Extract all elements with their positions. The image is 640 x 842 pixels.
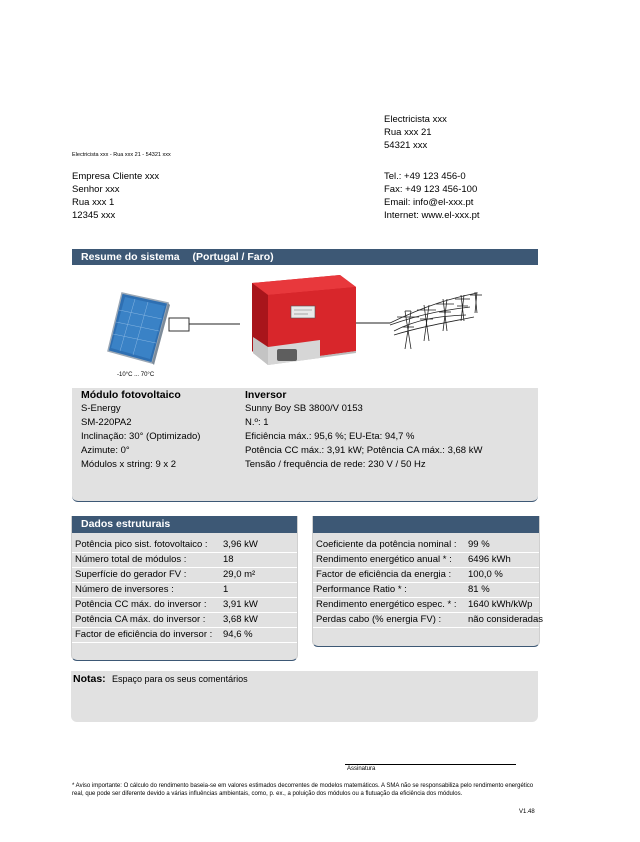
row-value: 3,96 kW [223, 539, 258, 550]
row-label: Factor de eficiência da energia : [316, 569, 452, 580]
row-value: 94,6 % [223, 629, 253, 640]
system-diagram-svg [72, 265, 538, 388]
system-summary-title: Resume do sistema [81, 251, 180, 263]
notes-label: Notas: [73, 673, 106, 685]
row-label: Potência CC máx. do inversor : [75, 599, 207, 610]
module-title: Módulo fotovoltaico [81, 389, 181, 401]
inverter-title: Inversor [245, 389, 287, 401]
signature-label: Assinatura [347, 766, 376, 772]
row-value: 1640 kWh/kWp [468, 599, 533, 610]
row-value: 18 [223, 554, 234, 565]
system-diagram [72, 265, 538, 388]
row-label: Perdas cabo (% energia FV) : [316, 614, 442, 625]
row-label: Potência pico sist. fotovoltaico : [75, 539, 208, 550]
module-line: S-Energy [81, 403, 121, 414]
recipient-city: 12345 xxx [72, 210, 116, 221]
contact-tel: Tel.: +49 123 456-0 [384, 171, 466, 182]
table-row [72, 598, 297, 613]
contact-fax: Fax: +49 123 456-100 [384, 184, 478, 195]
table-row [72, 568, 297, 583]
table-row [72, 553, 297, 568]
inverter-line: Potência CC máx.: 3,91 kW; Potência CA máx.: 3,68 kW [245, 445, 483, 456]
row-label: Rendimento energético espec. * : [316, 599, 457, 610]
structural-data-panel [71, 516, 298, 661]
row-label: Performance Ratio * : [316, 584, 407, 595]
inverter-line: Sunny Boy SB 3800/V 0153 [245, 403, 363, 414]
system-details [72, 388, 538, 502]
sender-street: Rua xxx 21 [384, 127, 432, 138]
row-label: Rendimento energético anual * : [316, 554, 452, 565]
row-value: 29,0 m² [223, 569, 256, 580]
module-line: Azimute: 0° [81, 445, 130, 456]
temperature-range: -10°C ... 70°C [117, 372, 155, 378]
table-row [313, 553, 539, 568]
return-address-line: Electricista xxx - Rua xxx 21 - 54321 xxx [72, 152, 171, 158]
power-grid-icon [390, 292, 482, 349]
performance-header [313, 516, 539, 533]
structural-data-title: Dados estruturais [81, 518, 171, 530]
module-line: Inclinação: 30° (Optimizado) [81, 431, 201, 442]
table-row [313, 613, 543, 628]
structural-data-header [72, 516, 297, 533]
inverter-icon [252, 275, 390, 365]
row-value: 3,91 kW [223, 599, 258, 610]
row-label: Coeficiente da potência nominal : [316, 539, 457, 550]
performance-panel [312, 516, 543, 647]
sender-name: Electricista xxx [384, 114, 447, 125]
row-value: 99 % [468, 539, 490, 550]
contact-internet[interactable]: Internet: www.el-xxx.pt [384, 210, 480, 221]
row-label: Número total de módulos : [75, 554, 187, 565]
inverter-line: Tensão / frequência de rede: 230 V / 50 Hz [245, 459, 426, 470]
notes-panel[interactable] [71, 671, 538, 722]
row-label: Potência CA máx. do inversor : [75, 614, 206, 625]
pv-module-icon [108, 293, 240, 365]
notes-text: Espaço para os seus comentários [112, 674, 248, 684]
inverter-line: Eficiência máx.: 95,6 %; EU-Eta: 94,7 % [245, 431, 415, 442]
row-value: 3,68 kW [223, 614, 258, 625]
row-value: 100,0 % [468, 569, 503, 580]
disclaimer-text: * Aviso importante: O cálculo do rendimento baseia-se em valores estimados decorrentes de modelos matemáticos. A SMA não se responsabiliza pelo rendimento energético real, que pode ser diferente devido a várias influências ambientais, como, p. ex., a poluição dos módulos ou a flutuação da eficiência dos módulos. [72, 783, 534, 797]
inverter-line: N.º: 1 [245, 417, 269, 428]
table-row [313, 598, 539, 613]
table-row [72, 538, 297, 553]
signature-line [345, 764, 516, 765]
module-line: Módulos x string: 9 x 2 [81, 459, 177, 470]
row-value: não consideradas [468, 614, 543, 625]
table-row [313, 568, 539, 583]
row-label: Factor de eficiência do inversor : [75, 629, 213, 640]
recipient-company: Empresa Cliente xxx [72, 171, 160, 182]
row-value: 1 [223, 584, 229, 595]
row-value: 6496 kWh [468, 554, 511, 565]
module-line: SM-220PA2 [81, 417, 132, 428]
table-row [72, 628, 297, 643]
recipient-person: Senhor xxx [72, 184, 120, 195]
version-label: V1.48 [519, 809, 535, 815]
contact-email[interactable]: Email: info@el-xxx.pt [384, 197, 474, 208]
sender-city: 54321 xxx [384, 140, 428, 151]
system-summary-panel [72, 249, 538, 501]
table-row [72, 613, 297, 628]
system-summary-header [72, 249, 538, 265]
table-row [313, 583, 539, 598]
recipient-street: Rua xxx 1 [72, 197, 115, 208]
row-value: 81 % [468, 584, 490, 595]
table-row [313, 538, 539, 553]
table-row [72, 583, 297, 598]
row-label: Superfície do gerador FV : [75, 569, 187, 580]
system-location: (Portugal / Faro) [192, 251, 274, 263]
row-label: Número de inversores : [75, 584, 174, 595]
